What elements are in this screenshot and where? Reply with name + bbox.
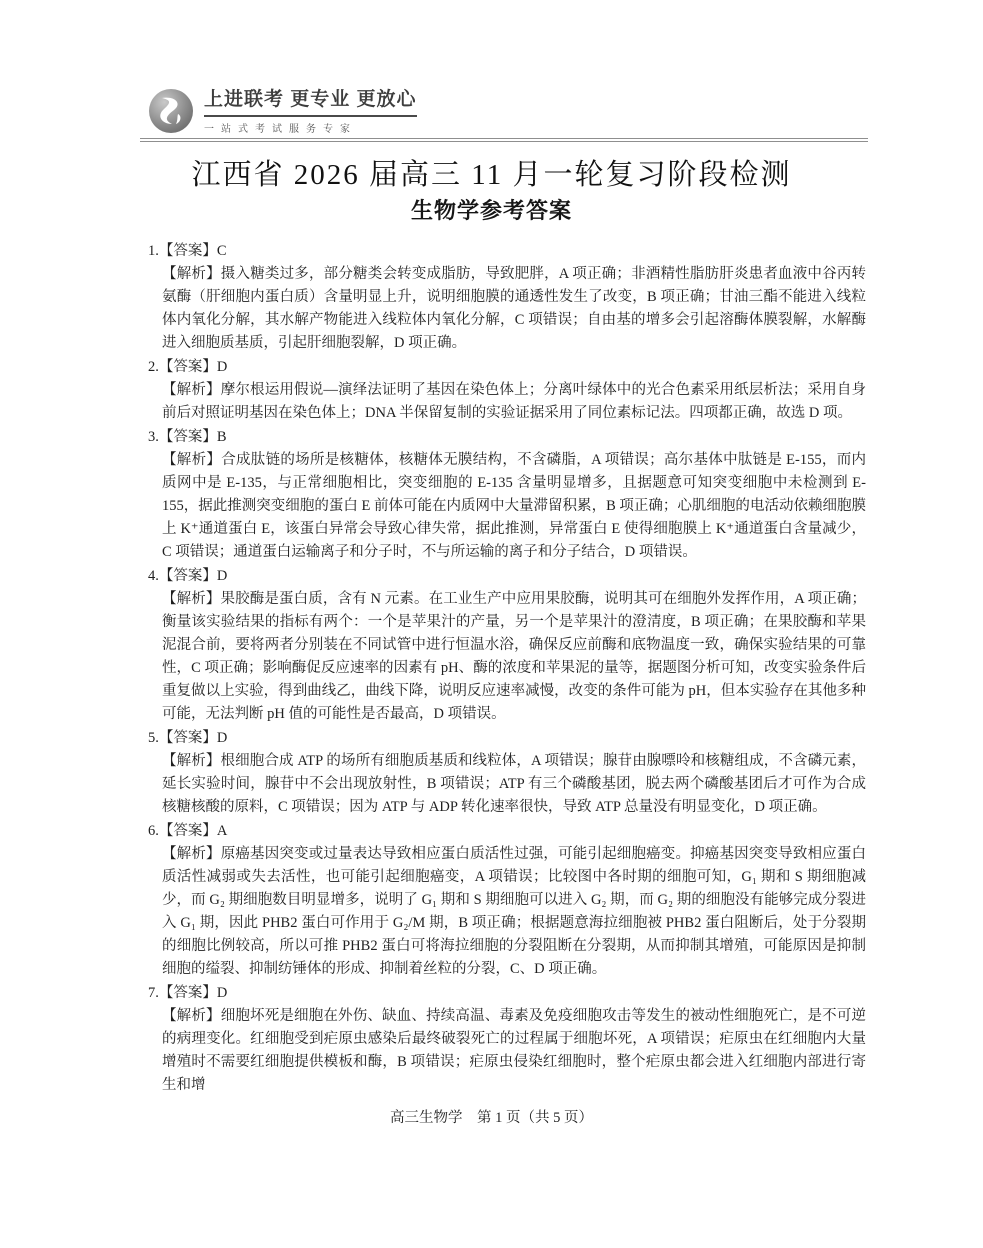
answer-value: A bbox=[216, 823, 228, 839]
analysis-paragraph bbox=[148, 379, 866, 425]
analysis-label: 【解析】 bbox=[162, 846, 221, 862]
brand-title: 上进联考 更专业 更放心 bbox=[204, 89, 417, 110]
page-footer: 高三生物学 第 1 页（共 5 页） bbox=[390, 1110, 593, 1126]
analysis-paragraph bbox=[148, 588, 866, 726]
answer-line bbox=[148, 356, 866, 379]
answer-item-1 bbox=[148, 240, 866, 355]
analysis-label: 【解析】 bbox=[162, 266, 221, 282]
analysis-label: 【解析】 bbox=[162, 452, 222, 468]
analysis-text: 摩尔根运用假说—演绎法证明了基因在染色体上；分离叶绿体中的光合色素采用纸层析法；采用自身前后对照证明基因在染色体上；DNA 半保留复制的实验证据采用了同位素标记法。四项都正确，故选 D 项。 bbox=[162, 382, 867, 421]
answer-value: D bbox=[216, 985, 228, 1001]
brand-logo-icon bbox=[148, 88, 194, 134]
page-subtitle: 生物学参考答案 bbox=[410, 198, 572, 223]
answer-item-6 bbox=[148, 820, 866, 981]
item-number: 2. bbox=[148, 359, 159, 375]
answer-line bbox=[148, 820, 866, 843]
answer-item-5 bbox=[148, 727, 866, 819]
answer-value: B bbox=[216, 429, 227, 445]
answer-item-4 bbox=[148, 565, 866, 726]
answer-label: 【答案】 bbox=[158, 359, 217, 375]
brand-header bbox=[148, 88, 417, 135]
answer-label: 【答案】 bbox=[158, 823, 217, 839]
analysis-label: 【解析】 bbox=[162, 382, 221, 398]
answer-label: 【答案】 bbox=[158, 985, 217, 1001]
answer-line bbox=[148, 426, 866, 449]
answer-label: 【答案】 bbox=[158, 243, 217, 259]
answers-list bbox=[148, 240, 866, 1098]
analysis-paragraph bbox=[148, 263, 866, 355]
answer-line bbox=[148, 982, 866, 1005]
answer-value: D bbox=[216, 730, 228, 746]
item-number: 1. bbox=[148, 243, 159, 259]
header-divider bbox=[140, 138, 868, 142]
answer-label: 【答案】 bbox=[158, 568, 217, 584]
analysis-text: 根细胞合成 ATP 的场所有细胞质基质和线粒体，A 项错误；腺苷由腺嘌呤和核糖组成，不含磷元素，延长实验时间，腺苷中不会出现放射性，B 项错误；ATP 有三个磷酸基团，脱去两个磷酸基团后才可作为合成核糖核酸的原料，C 项错误；因为 ATP 与 ADP 转化速率很快，导致 ATP 总量没有明显变化，D 项正确。 bbox=[162, 753, 867, 815]
analysis-text: 细胞坏死是细胞在外伤、缺血、持续高温、毒素及免疫细胞攻击等发生的被动性细胞死亡，是不可逆的病理变化。红细胞受到疟原虫感染后最终破裂死亡的过程属于细胞坏死，A 项错误；疟原虫在红细胞内大量增殖时不需要红细胞提供模板和酶，B 项错误；疟原虫侵染红细胞时，整个疟原虫都会进入红细胞内部进行寄生和增 bbox=[162, 1008, 867, 1093]
item-number: 5. bbox=[148, 730, 159, 746]
answer-item-2 bbox=[148, 356, 866, 425]
brand-tagline: 一站式考试服务专家 bbox=[204, 115, 417, 135]
analysis-paragraph bbox=[148, 750, 866, 819]
analysis-paragraph bbox=[148, 843, 866, 981]
analysis-text: 果胶酶是蛋白质，含有 N 元素。在工业生产中应用果胶酶，说明其可在细胞外发挥作用，A 项正确；衡量该实验结果的指标有两个：一个是苹果汁的产量，另一个是苹果汁的澄清度，B 项正确；在果胶酶和苹果泥混合前，要将两者分别装在不同试管中进行恒温水浴，确保反应前酶和底物温度一致，确保实验结果的可靠性，C 项正确；影响酶促反应速率的因素有 pH、酶的浓度和苹果泥的量等，据题图分析可知，改变实验条件后重复做以上实验，得到曲线乙，曲线下降，说明反应速率减慢，改变的条件可能为 pH，但本实验存在其他多种可能，无法判断 pH 值的可能性是否最高，D 项错误。 bbox=[162, 591, 866, 722]
item-number: 4. bbox=[148, 568, 159, 584]
page-title: 江西省 2026 届高三 11 月一轮复习阶段检测 bbox=[191, 159, 792, 191]
analysis-label: 【解析】 bbox=[162, 591, 221, 607]
item-number: 3. bbox=[148, 429, 159, 445]
analysis-paragraph bbox=[148, 1005, 866, 1097]
answer-line bbox=[148, 240, 866, 263]
analysis-label: 【解析】 bbox=[162, 753, 221, 769]
item-number: 7. bbox=[148, 985, 159, 1001]
analysis-text: 摄入糖类过多，部分糖类会转变成脂肪，导致肥胖，A 项正确；非酒精性脂肪肝炎患者血液中谷丙转氨酶（肝细胞内蛋白质）含量明显上升，说明细胞膜的通透性发生了改变，B 项正确；甘油三酯不能进入线粒体内氧化分解，其水解产物能进入线粒体内氧化分解，C 项错误；自由基的增多会引起溶酶体膜裂解，水解酶进入细胞质基质，引起肝细胞裂解，D 项正确。 bbox=[162, 266, 867, 351]
answer-item-7 bbox=[148, 982, 866, 1097]
answer-value: D bbox=[216, 568, 228, 584]
analysis-text: 合成肽链的场所是核糖体，核糖体无膜结构，不含磷脂，A 项错误；高尔基体中肽链是 E-155，而内质网中是 E-135，与正常细胞相比，突变细胞的 E-135 含量明显增多，且据题意可知突变细胞中未检测到 E-155，据此推测突变细胞的蛋白 E 前体可能在内质网中大量滞留积累，B 项正确；心肌细胞的电活动依赖细胞膜上 K⁺通道蛋白 E，该蛋白异常会导致心律失常，据此推测，异常蛋白 E 使得细胞膜上 K⁺通道蛋白含量减少，C 项错误；通道蛋白运输离子和分子时，不与所运输的离子和分子结合，D 项错误。 bbox=[162, 452, 866, 560]
analysis-label: 【解析】 bbox=[162, 1008, 221, 1024]
answer-line bbox=[148, 727, 866, 750]
item-number: 6. bbox=[148, 823, 159, 839]
analysis-text: 原癌基因突变或过量表达导致相应蛋白质活性过强，可能引起细胞癌变。抑癌基因突变导致相应蛋白质活性减弱或失去活性，也可能引起细胞癌变，A 项错误；比较图中各时期的细胞可知，G₁ 期和 S 期细胞减少，而 G₂ 期细胞数目明显增多，说明了 G₁ 期和 S 期细胞可以进入 G₂ 期，而 G₂ 期的细胞没有能够完成分裂进入 G₁ 期，因此 PHB2 蛋白可作用于 G₂/M 期，B 项正确；根据题意海拉细胞被 PHB2 蛋白阻断后，处于分裂期的细胞比例较高，所以可推 PHB2 蛋白可将海拉细胞的分裂阻断在分裂期，从而抑制其增殖，可能原因是抑制细胞的缢裂、抑制纺锤体的形成、抑制着丝粒的分裂，C、D 项正确。 bbox=[162, 846, 867, 977]
answer-label: 【答案】 bbox=[158, 429, 217, 445]
answer-value: C bbox=[216, 243, 227, 259]
analysis-paragraph bbox=[148, 449, 866, 564]
answer-label: 【答案】 bbox=[158, 730, 217, 746]
answer-item-3 bbox=[148, 426, 866, 564]
answer-line bbox=[148, 565, 866, 588]
brand-text bbox=[204, 88, 417, 135]
answer-value: D bbox=[216, 359, 228, 375]
